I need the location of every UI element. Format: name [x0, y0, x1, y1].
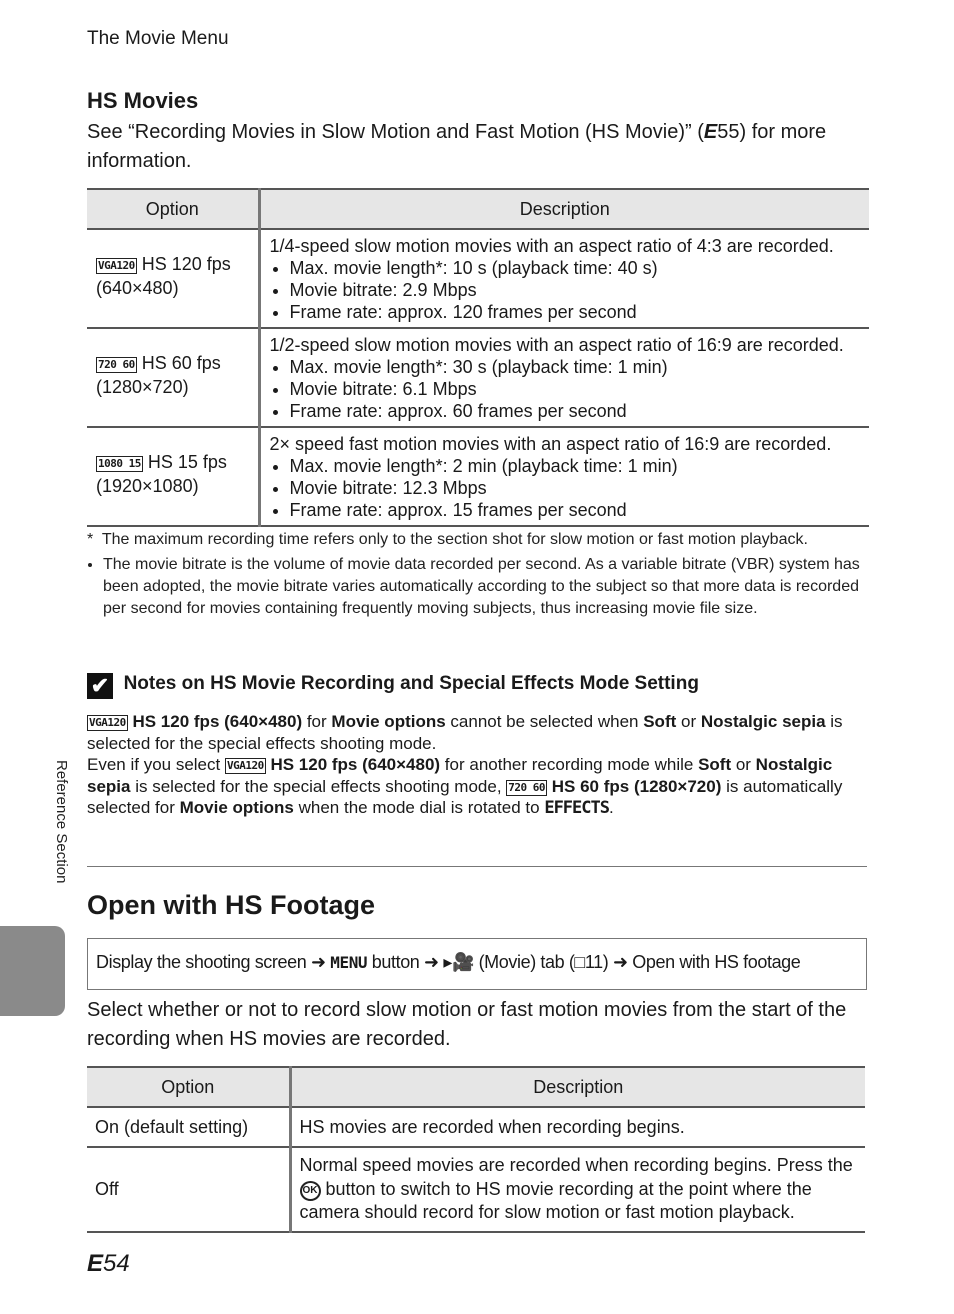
notes-heading: ✔ Notes on HS Movie Recording and Special Effects Mode Setting — [87, 673, 699, 699]
table-header-option: Option — [87, 189, 259, 229]
section-title-open-with-hs: Open with HS Footage — [87, 890, 375, 920]
option-cell: On (default setting) — [87, 1107, 290, 1147]
arrow-icon: ➜ — [613, 952, 628, 972]
menu-path-breadcrumb: Display the shooting screen ➜ MENU button ➜ ▸🎥 (Movie) tab (□11) ➜ Open with HS footage — [87, 938, 867, 990]
notes-paragraph-1: VGA120 HS 120 fps (640×480) for Movie options cannot be selected when Soft or Nostalgic sepia is selected for the special effects shooting mode. — [87, 712, 843, 753]
list-item: • Movie bitrate: 2.9 Mbps — [290, 279, 862, 301]
effects-mode-icon: EFFECTS — [544, 798, 609, 818]
open-hs-table — [87, 1066, 865, 1233]
side-tab-label: Reference Section — [53, 760, 70, 884]
menu-icon: MENU — [330, 953, 368, 972]
list-item: • Max. movie length*: 30 s (playback time: 1 min) — [290, 356, 862, 378]
table-row — [87, 427, 869, 526]
option-cell: 1080 15 HS 15 fps (1920×1080) — [87, 427, 259, 526]
option-cell: Off — [87, 1147, 290, 1232]
description-cell: HS movies are recorded when recording begins. — [290, 1107, 865, 1147]
list-item: • Frame rate: approx. 120 frames per second — [290, 301, 862, 323]
section-title-hs-movies: HS Movies — [87, 88, 199, 113]
notes-paragraph-2: Even if you select VGA120 HS 120 fps (640×480) for another recording mode while Soft or Nostalgic sepia is selected for the special effects shooting mode, 720 60 HS 60 fps (1280×720) is automatically selected for Movie options when the mode dial is rotated to EFFECTS. — [87, 755, 843, 818]
footnote: * The maximum recording time refers only to the section shot for slow motion or fast motion playback. — [87, 531, 808, 548]
page-number: E54 — [87, 1250, 130, 1277]
table-row — [87, 1147, 865, 1232]
description-cell: Normal speed movies are recorded when recording begins. Press the OK button to switch to HS movie recording at the point where the camera should record for slow motion or fast motion playback. — [290, 1147, 865, 1232]
ok-button-icon: OK — [300, 1181, 321, 1201]
list-item: • Max. movie length*: 10 s (playback time: 40 s) — [290, 257, 862, 279]
description-cell: 1/4-speed slow motion movies with an aspect ratio of 4:3 are recorded. • Max. movie length*: 10 s (playback time: 40 s) • Movie bitrate: 2.9 Mbps • Frame rate: approx. 120 frames per second — [259, 229, 869, 328]
hs-movies-intro: See “Recording Movies in Slow Motion and Fast Motion (HS Movie)” (E55) for more information. — [87, 121, 827, 172]
table-row — [87, 328, 869, 427]
list-item: • Movie bitrate: 6.1 Mbps — [290, 378, 862, 400]
bitrate-note: • The movie bitrate is the volume of movie data recorded per second. As a variable bitrate (VBR) system has been adopted, the movie bitrate varies automatically according to the subject so that more data is recorded per second for movies containing frequently moving subjects, thus increasing movie file size. — [87, 554, 867, 620]
description-cell: 2× speed fast motion movies with an aspect ratio of 16:9 are recorded. • Max. movie length*: 2 min (playback time: 1 min) • Movie bitrate: 12.3 Mbps • Frame rate: approx. 15 frames per second — [259, 427, 869, 526]
table-header-description: Description — [259, 189, 869, 229]
table-header-description: Description — [290, 1067, 865, 1107]
list-item: • Frame rate: approx. 15 frames per second — [290, 499, 862, 521]
table-row — [87, 1107, 865, 1147]
arrow-icon: ➜ — [424, 952, 439, 972]
table-header-option: Option — [87, 1067, 290, 1107]
side-tab-marker — [0, 926, 65, 1016]
list-item: • Frame rate: approx. 60 frames per second — [290, 400, 862, 422]
vga-120-icon: VGA120 — [89, 716, 126, 729]
hs-movies-table — [87, 188, 869, 527]
reference-e-icon: E — [703, 121, 718, 143]
720-60-icon: 720 60 — [508, 780, 546, 794]
list-item: • Movie bitrate: 12.3 Mbps — [290, 477, 862, 499]
vga-120-icon: VGA120 — [98, 259, 135, 272]
section-divider — [87, 866, 867, 867]
vga-120-icon: VGA120 — [226, 759, 264, 772]
check-icon: ✔ — [87, 673, 113, 699]
table-row — [87, 229, 869, 328]
arrow-icon: ➜ — [310, 952, 326, 972]
running-head: The Movie Menu — [87, 28, 229, 49]
option-cell: VGA120 HS 120 fps (640×480) — [87, 229, 259, 328]
option-cell: 720 60 HS 60 fps (1280×720) — [87, 328, 259, 427]
1080-15-icon: 1080 15 — [98, 457, 141, 470]
description-cell: 1/2-speed slow motion movies with an aspect ratio of 16:9 are recorded. • Max. movie length*: 30 s (playback time: 1 min) • Movie bitrate: 6.1 Mbps • Frame rate: approx. 60 frames per second — [259, 328, 869, 427]
open-hs-intro: Select whether or not to record slow motion or fast motion movies from the start of the recording when HS movies are recorded. — [87, 999, 847, 1050]
movie-tab-icon: ▸🎥 — [443, 952, 474, 972]
720-60-icon: 720 60 — [98, 358, 135, 371]
list-item: • Max. movie length*: 2 min (playback time: 1 min) — [290, 455, 862, 477]
notes-body — [87, 711, 872, 820]
e-section-icon: E — [87, 1250, 104, 1277]
book-icon: □ — [574, 952, 585, 972]
